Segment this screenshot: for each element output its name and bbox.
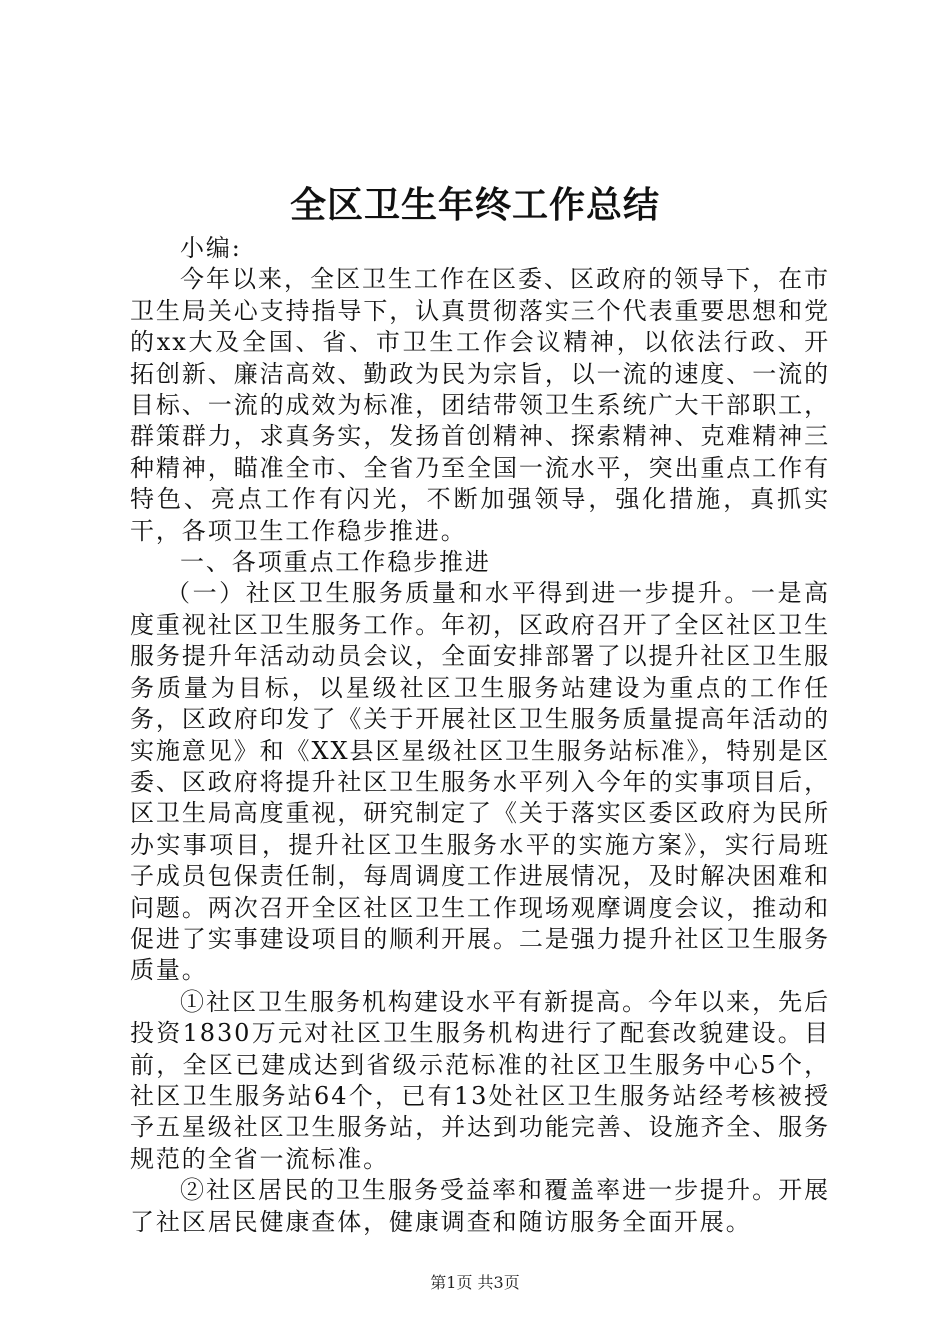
subsection-paragraph: （一）社区卫生服务质量和水平得到进一步提升。一是高度重视社区卫生服务工作。年初，区政府召开了全区社区卫生服务提升年活动动员会议，全面安排部署了以提升社区卫生服务质量为目标，以星级社区卫生服务站建设为重点的工作任务，区政府印发了《关于开展社区卫生服务质量提高年活动的实施意见》和《XX县区星级社区卫生服务站标准》，特别是区委、区政府将提升社区卫生服务水平列入今年的实事项目后，区卫生局高度重视，研究制定了《关于落实区委区政府为民所办实事项目，提升社区卫生服务水平的实施方案》，实行局班子成员包保责任制，每周调度工作进展情况，及时解决困难和问题。两次召开全区社区卫生工作现场观摩调度会议，推动和促进了实事建设项目的顺利开展。二是强力提升社区卫生服务质量。 — [130, 579, 830, 985]
item-paragraph-2: ②社区居民的卫生服务受益率和覆盖率进一步提升。开展了社区居民健康查体，健康调查和随访服务全面开展。 — [130, 1176, 830, 1236]
section-heading: 一、各项重点工作稳步推进 — [180, 548, 491, 577]
item-paragraph-1: ①社区卫生服务机构建设水平有新提高。今年以来，先后投资1830万元对社区卫生服务机构进行了配套改貌建设。目前，全区已建成达到省级示范标准的社区卫生服务中心5个，社区卫生服务站64个，已有13处社区卫生服务站经考核被授予五星级社区卫生服务站，并达到功能完善、设施齐全、服务规范的全省一流标准。 — [130, 987, 830, 1173]
page-footer: 第1页 共3页 — [430, 1273, 520, 1292]
editor-label: 小编: — [180, 234, 242, 262]
intro-paragraph: 今年以来，全区卫生工作在区委、区政府的领导下，在市卫生局关心支持指导下，认真贯彻落实三个代表重要思想和党的xx大及全国、省、市卫生工作会议精神，以依法行政、开拓创新、廉洁高效、勤政为民为宗旨，以一流的速度、一流的目标、一流的成效为标准，团结带领卫生系统广大干部职工，群策群力，求真务实，发扬首创精神、探索精神、克难精神三种精神，瞄准全市、全省乃至全国一流水平，突出重点工作有特色、亮点工作有闪光，不断加强领导，强化措施，真抓实干，各项卫生工作稳步推进。 — [130, 265, 830, 545]
document-body — [130, 233, 830, 1238]
document-title: 全区卫生年终工作总结 — [289, 185, 660, 226]
